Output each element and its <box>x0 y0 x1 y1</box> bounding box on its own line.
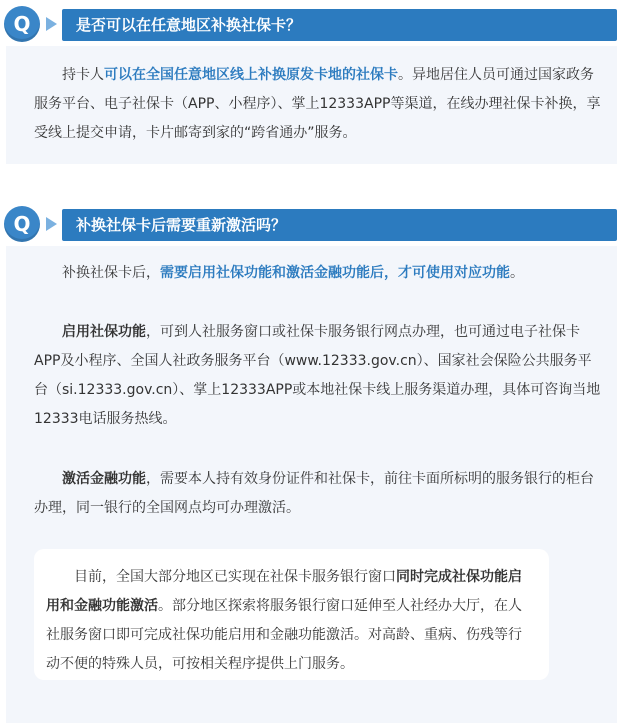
text: 目前，全国大部分地区已实现在社保卡服务银行窗口 <box>74 569 396 585</box>
q-badge-icon: Q <box>4 6 40 42</box>
text: 。部分地区探索将服务银行窗口延伸至人社经办大厅，在人社服务窗口即可完成社保功能启用和金融功能激活。对高龄、重病、伤残等行动不便的特殊人员，可按相关程序提供上门服务。 <box>46 598 522 672</box>
section1-paragraph <box>34 61 601 148</box>
callout-box <box>34 549 549 680</box>
bold-text: 同时完成社保功能启用和金融功能激活 <box>46 569 522 614</box>
section2-header <box>0 204 623 244</box>
text: 。 <box>510 265 524 281</box>
highlight-text: 需要启用社保功能和激活金融功能后，才可使用对应功能 <box>160 265 510 281</box>
play-arrow-icon <box>46 217 57 231</box>
section1-header <box>0 4 623 44</box>
bold-text: 激活金融功能 <box>62 471 146 487</box>
text: ，可到人社服务窗口或社保卡服务银行网点办理，也可通过电子社保卡APP及小程序、全国人社政务服务平台（www.12333.gov.cn）、国家社会保险公共服务平台（si.12333.gov.cn）、掌上12333APP或本地社保卡线上服务渠道办理，具体可咨询当地12333电话服务热线。 <box>34 324 601 427</box>
section2-title: 补换社保卡后需要重新激活吗？ <box>62 209 617 241</box>
text: 持卡人 <box>62 67 104 83</box>
highlight-text: 可以在全国任意地区线上补换原发卡地的社保卡 <box>104 67 398 83</box>
callout-paragraph <box>46 563 535 679</box>
section1-title: 是否可以在任意地区补换社保卡？ <box>62 9 617 41</box>
bold-text: 启用社保功能 <box>62 324 146 340</box>
section2-paragraph-3 <box>34 465 601 523</box>
q-badge-icon: Q <box>4 206 40 242</box>
section2-paragraph-2 <box>34 318 601 434</box>
text: ，需要本人持有效身份证件和社保卡，前往卡面所标明的服务银行的柜台办理，同一银行的全国网点均可办理激活。 <box>34 471 594 516</box>
play-arrow-icon <box>46 17 57 31</box>
text: 。异地居住人员可通过国家政务服务平台、电子社保卡（APP、小程序）、掌上12333APP等渠道，在线办理社保卡补换，享受线上提交申请，卡片邮寄到家的“跨省通办”服务。 <box>34 67 601 141</box>
text: 补换社保卡后， <box>62 265 160 281</box>
section2-paragraph-1 <box>34 259 601 288</box>
